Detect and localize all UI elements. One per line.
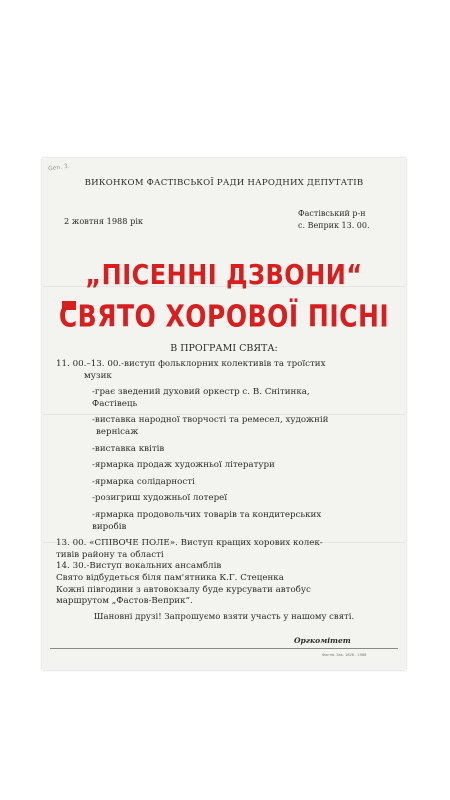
program-line: -виставка народної творчості та ремесел, художній [92,415,329,426]
program-line: -розигриш художньої лотереї [92,493,228,504]
event-date: 2 жовтня 1988 рік [64,216,144,226]
poster-title: „ПІСЕННІ ДЗВОНИ“ [85,258,363,292]
invitation-greeting: Шановні друзі! Запрошуємо взяти участь у нашому святі. [93,612,355,622]
program-line: музик [84,370,112,381]
program-line: виробів [92,521,127,532]
place-village-time: с. Веприк 13. 00. [298,221,370,230]
program-line: Фастівець [92,398,138,409]
program-line: тивів району та області [56,549,164,560]
program-line: Свято відбудеться біля пам'ятника К.Г. Стеценка [56,572,284,583]
program-line: Кожні півгодини з автовокзалу буде курсувати автобус [56,584,311,595]
program-line: 11. 00.–13. 00.-виступ фольклорних колективів та троїстих [56,359,326,369]
program-heading: В ПРОГРАМІ СВЯТА: [170,343,278,354]
program-line: -ярмарка солідарності [92,476,195,487]
program-line: -виставка квітів [92,443,165,454]
program-list [56,359,396,608]
program-line: -ярмарка продовольчих товарів та кондитерських [92,509,322,520]
program-line: -ярмарка продаж художньої літератури [92,460,275,471]
program-line: маршрутом „Фастов-Веприк“. [56,596,193,607]
organizer-signature: Оргкомітет [294,636,351,645]
program-line: вернісаж [96,426,139,437]
poster-subtitle: СВЯТО ХОРОВОЇ ПІСНІ [58,299,390,334]
footer-rule [50,648,398,649]
print-info: Фастів. Зак. 1828 - 1988 [322,653,367,657]
event-place [298,208,370,232]
place-district: Фастівський р-н [298,209,366,218]
program-line: 14. 30.-Виступ вокальних ансамблів [56,561,222,572]
issuer-header: ВИКОНКОМ ФАСТІВСЬКОЇ РАДИ НАРОДНИХ ДЕПУТАТІВ [84,178,364,188]
handwritten-scribble: Gen. 3. [47,162,71,173]
program-line: 13. 00. «СПІВОЧЕ ПОЛЕ». Виступ кращих хорових колек- [56,538,323,549]
program-line: -грає зведений духовий оркестр с. В. Снітинка, [92,387,310,398]
poster-sheet [42,158,406,670]
